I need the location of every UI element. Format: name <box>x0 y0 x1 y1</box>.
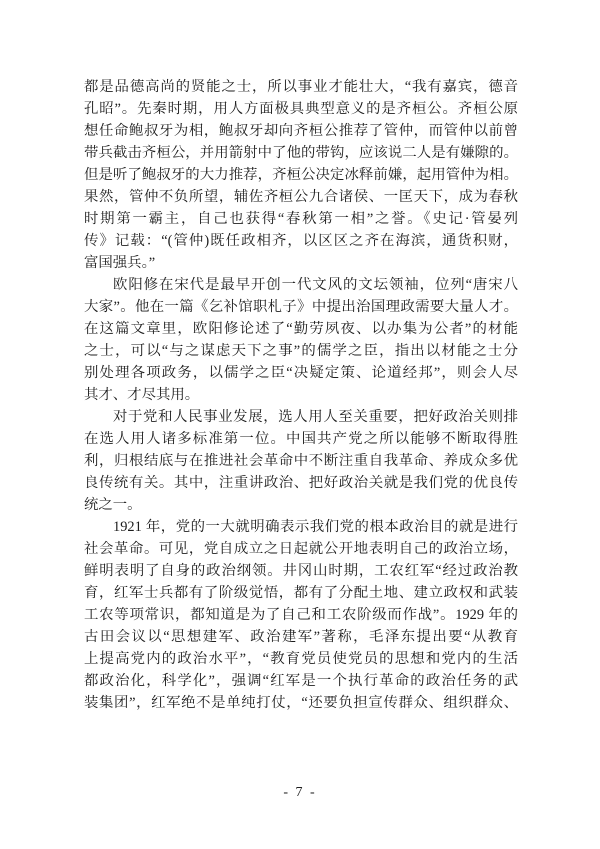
text-line: 时期第一霸主，自己也获得“春秋第一相”之誉。《史记·管晏列 <box>84 211 518 227</box>
paragraph-1 <box>84 76 518 274</box>
text-line: 都是品德高尚的贤能之士，所以事业才能壮大，“我有嘉宾，德音 <box>84 79 518 95</box>
text-line: 良传统有关。其中，注重讲政治、把好政治关就是我们党的优良传 <box>84 475 518 491</box>
text-line: 古田会议以“思想建军、政治建军”著称，毛泽东提出要“从教育 <box>84 629 518 645</box>
text-line: 但是听了鲍叔牙的大力推荐，齐桓公决定冰释前嫌，起用管仲为相。 <box>84 167 518 183</box>
paragraph-3 <box>84 406 518 516</box>
text-line: 社会革命。可见，党自成立之日起就公开地表明自己的政治立场， <box>84 541 518 557</box>
text-line: 其才、才尽其用。 <box>84 387 200 403</box>
text-line: 1921 年，党的一大就明确表示我们党的根本政治目的就是进行 <box>113 519 518 535</box>
text-line: 果然，管仲不负所望，辅佐齐桓公九合诸侯、一匡天下，成为春秋 <box>84 189 518 205</box>
text-line: 传》记载：“(管仲)既任政相齐，以区区之齐在海滨，通货积财， <box>84 233 518 249</box>
text-line: 育，红军士兵都有了阶级觉悟，都有了分配土地、建立政权和武装 <box>84 585 518 601</box>
text-line: 欧阳修在宋代是最早开创一代文风的文坛领袖，位列“唐宋八 <box>113 277 518 293</box>
text-line: 别处理各项政务，以儒学之臣“决疑定策、论道经邦”，则会人尽 <box>84 365 518 381</box>
text-line: 利，归根结底与在推进社会革命中不断注重自我革命、养成众多优 <box>84 453 518 469</box>
text-line: 在这篇文章里，欧阳修论述了“勤劳夙夜、以办集为公者”的材能 <box>84 321 518 337</box>
text-line: 鲜明表明了自身的政治纲领。井冈山时期，工农红军“经过政治教 <box>84 563 518 579</box>
text-line: 想任命鲍叔牙为相，鲍叔牙却向齐桓公推荐了管仲，而管仲以前曾 <box>84 123 518 139</box>
text-line: 统之一。 <box>84 497 142 513</box>
text-line: 上提高党内的政治水平”，“教育党员使党员的思想和党内的生活 <box>84 651 518 667</box>
text-line: 孔昭”。先秦时期，用人方面极具典型意义的是齐桓公。齐桓公原 <box>84 101 518 117</box>
text-line: 在选人用人诸多标准第一位。中国共产党之所以能够不断取得胜 <box>84 431 518 447</box>
text-line: 工农等项常识，都知道是为了自己和工农阶级而作战”。1929 年的 <box>84 607 518 623</box>
text-line: 装集团”，红军绝不是单纯打仗，“还要负担宣传群众、组织群众、 <box>84 695 518 711</box>
page-number: - 7 - <box>283 785 317 800</box>
text-line: 带兵截击齐桓公，并用箭射中了他的带钩，应该说二人是有嫌隙的。 <box>84 145 518 161</box>
body-text <box>84 76 518 714</box>
text-line: 对于党和人民事业发展，选人用人至关重要，把好政治关则排 <box>113 409 518 425</box>
text-line: 富国强兵。” <box>84 255 156 271</box>
text-line: 都政治化，科学化”，强调“红军是一个执行革命的政治任务的武 <box>84 673 518 689</box>
paragraph-2 <box>84 274 518 406</box>
text-line: 大家”。他在一篇《乞补馆职札子》中提出治国理政需要大量人才。 <box>84 299 518 315</box>
text-line: 之士，可以“与之谋虑天下之事”的儒学之臣，指出以材能之士分 <box>84 343 518 359</box>
paragraph-4 <box>84 516 518 714</box>
